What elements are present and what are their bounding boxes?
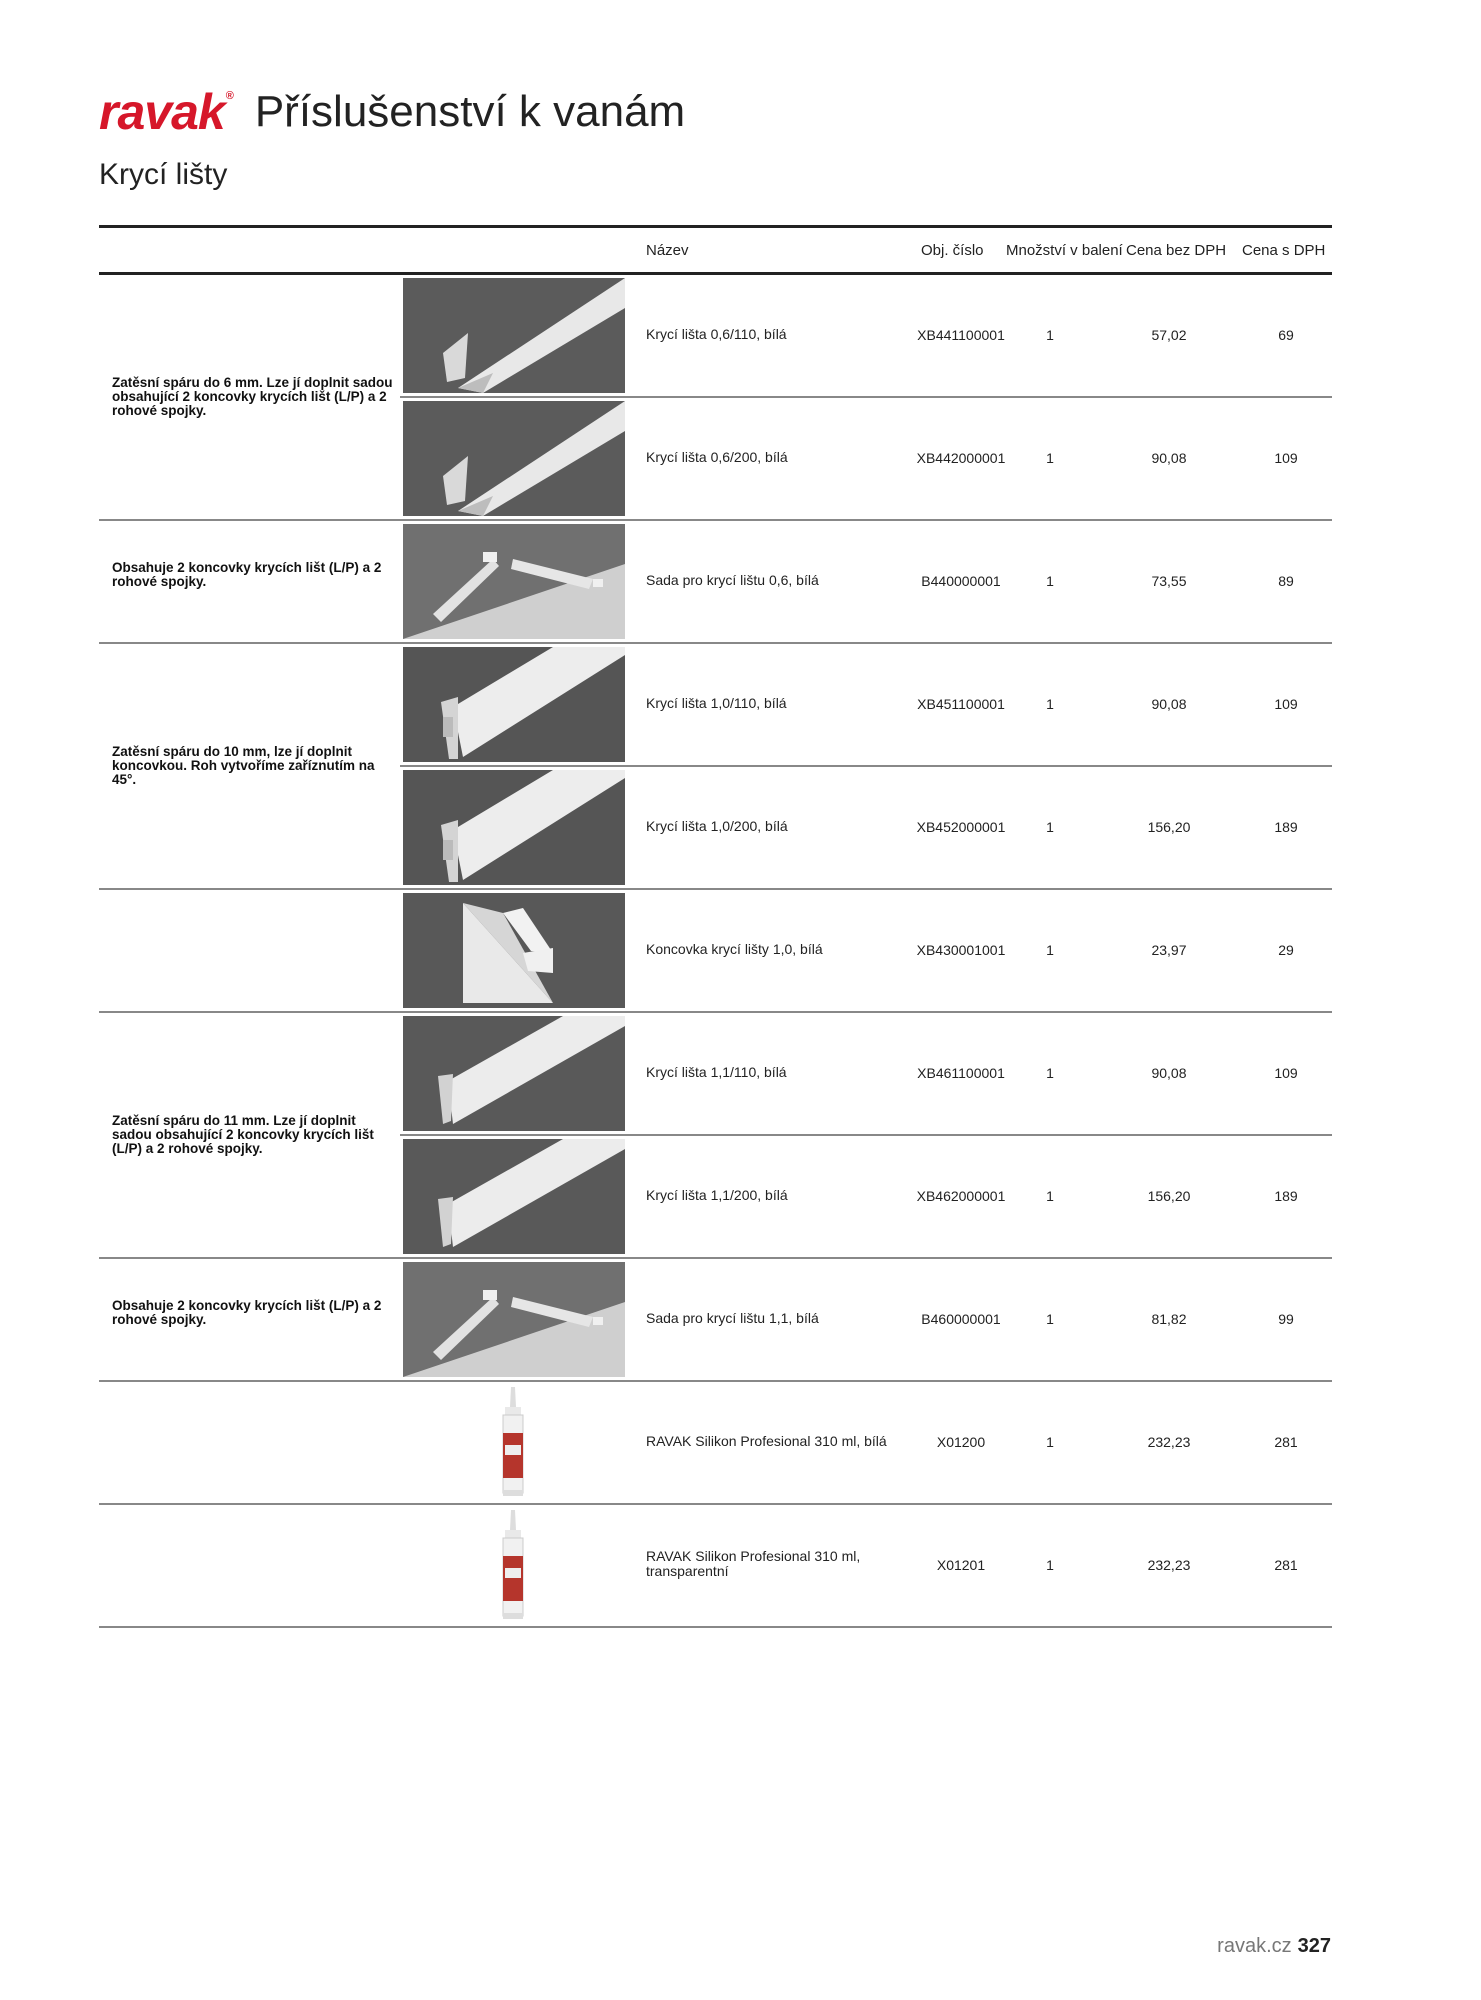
product-code: XB451100001 [917, 696, 1005, 712]
product-code: XB430001001 [916, 942, 1006, 958]
product-code: X01200 [936, 1434, 986, 1450]
price-with-vat: 281 [1274, 1434, 1298, 1450]
product-qty: 1 [1046, 1311, 1054, 1327]
group-description: Zatěsní spáru do 11 mm. Lze jí doplnit sadou obsahující 2 koncovky krycích lišt (L/P) a 2 rohové spojky. [112, 1113, 374, 1156]
table-row [400, 1134, 1332, 1257]
product-qty: 1 [1046, 696, 1054, 712]
product-name: Krycí lišta 1,1/110, bílá [646, 1064, 787, 1080]
price-without-vat: 90,08 [1151, 1065, 1187, 1081]
cover-strip-10-image [403, 770, 625, 885]
logo-text: ravak [99, 84, 225, 140]
col-qty-header: Množství v balení [1006, 242, 1123, 259]
cover-strip-10-image [403, 647, 625, 762]
product-group [99, 890, 1332, 1013]
price-with-vat: 99 [1278, 1311, 1294, 1327]
cover-strip-06-image [403, 278, 625, 393]
product-qty: 1 [1046, 819, 1054, 835]
cover-strip-06-image [403, 401, 625, 516]
product-table [99, 225, 1332, 1628]
price-with-vat: 69 [1278, 327, 1294, 343]
table-row [400, 396, 1332, 519]
product-qty: 1 [1046, 1065, 1054, 1081]
product-qty: 1 [1046, 450, 1054, 466]
product-name: Krycí lišta 1,1/200, bílá [646, 1187, 788, 1203]
product-group [99, 1259, 1332, 1382]
ravak-logo [99, 84, 233, 140]
strip-set-image [403, 524, 625, 639]
price-without-vat: 73,55 [1151, 573, 1187, 589]
product-name: RAVAK Silikon Profesional 310 ml, transparentní [646, 1548, 861, 1579]
product-name: Koncovka krycí lišty 1,0, bílá [646, 941, 823, 957]
product-name: RAVAK Silikon Profesional 310 ml, bílá [646, 1433, 887, 1449]
price-without-vat: 156,20 [1147, 1188, 1191, 1204]
price-with-vat: 109 [1274, 696, 1298, 712]
price-without-vat: 232,23 [1147, 1434, 1191, 1450]
col-price-without-vat-header: Cena bez DPH [1126, 242, 1227, 259]
silicone-tube-image [403, 1508, 625, 1623]
product-code: B460000001 [921, 1311, 1001, 1327]
product-qty: 1 [1046, 942, 1054, 958]
table-body [99, 275, 1332, 1628]
product-name: Sada pro krycí lištu 0,6, bílá [646, 572, 819, 588]
group-description: Obsahuje 2 koncovky krycích lišt (L/P) a 2 rohové spojky. [112, 1297, 382, 1327]
product-qty: 1 [1046, 1557, 1054, 1573]
group-description: Zatěsní spáru do 10 mm, lze jí doplnit koncovkou. Roh vytvoříme zaříznutím na 45°. [112, 744, 375, 787]
product-group [99, 521, 1332, 644]
product-qty: 1 [1046, 1434, 1054, 1450]
product-group [99, 275, 1332, 521]
page-title: Příslušenství k vanám [254, 87, 686, 136]
price-without-vat: 90,08 [1151, 696, 1187, 712]
table-row [400, 765, 1332, 888]
table-header [99, 228, 1332, 275]
product-group [99, 644, 1332, 890]
product-code: XB452000001 [916, 819, 1006, 835]
price-with-vat: 189 [1274, 1188, 1298, 1204]
product-code: XB462000001 [916, 1188, 1006, 1204]
product-name: Krycí lišta 0,6/200, bílá [646, 449, 788, 465]
product-code: XB442000001 [916, 450, 1006, 466]
registered-mark: ® [225, 90, 233, 102]
product-name: Krycí lišta 1,0/200, bílá [646, 818, 788, 834]
table-row [99, 1505, 1332, 1626]
silicone-tube-image [403, 1385, 625, 1500]
col-name-header: Název [646, 242, 689, 259]
product-name: Krycí lišta 0,6/110, bílá [646, 326, 787, 342]
section-title: Krycí lišty [99, 158, 228, 191]
group-description: Zatěsní spáru do 6 mm. Lze jí doplnit sadou obsahující 2 koncovky krycích lišt (L/P) a 2 rohové spojky. [112, 375, 393, 418]
product-code: XB441100001 [917, 327, 1005, 343]
price-with-vat: 89 [1278, 573, 1294, 589]
product-code: XB461100001 [917, 1065, 1005, 1081]
end-cap-image [403, 893, 625, 1008]
price-without-vat: 81,82 [1151, 1311, 1187, 1327]
col-price-with-vat-header: Cena s DPH [1242, 242, 1326, 259]
col-code-header: Obj. číslo [921, 242, 984, 259]
product-name: Krycí lišta 1,0/110, bílá [646, 695, 787, 711]
product-qty: 1 [1046, 573, 1054, 589]
price-with-vat: 29 [1278, 942, 1294, 958]
table-row [99, 1382, 1332, 1503]
group-description: Obsahuje 2 koncovky krycích lišt (L/P) a 2 rohové spojky. [112, 559, 382, 589]
price-with-vat: 281 [1274, 1557, 1298, 1573]
price-with-vat: 109 [1274, 450, 1298, 466]
footer-site: ravak.cz [1217, 1935, 1292, 1957]
cover-strip-11-image [403, 1139, 625, 1254]
page-footer [1217, 1935, 1331, 1958]
cover-strip-11-image [403, 1016, 625, 1131]
product-code: X01201 [936, 1557, 986, 1573]
price-without-vat: 23,97 [1151, 942, 1187, 958]
product-name: Sada pro krycí lištu 1,1, bílá [646, 1310, 819, 1326]
price-without-vat: 232,23 [1147, 1557, 1191, 1573]
product-group [99, 1382, 1332, 1505]
product-group [99, 1505, 1332, 1628]
product-group [99, 1013, 1332, 1259]
price-with-vat: 109 [1274, 1065, 1298, 1081]
product-code: B440000001 [921, 573, 1001, 589]
price-without-vat: 90,08 [1151, 450, 1187, 466]
page-number: 327 [1297, 1935, 1331, 1957]
page-header [99, 84, 685, 140]
price-without-vat: 156,20 [1147, 819, 1191, 835]
product-qty: 1 [1046, 1188, 1054, 1204]
table-row [99, 890, 1332, 1011]
price-without-vat: 57,02 [1151, 327, 1187, 343]
price-with-vat: 189 [1274, 819, 1298, 835]
strip-set-image [403, 1262, 625, 1377]
product-qty: 1 [1046, 327, 1054, 343]
